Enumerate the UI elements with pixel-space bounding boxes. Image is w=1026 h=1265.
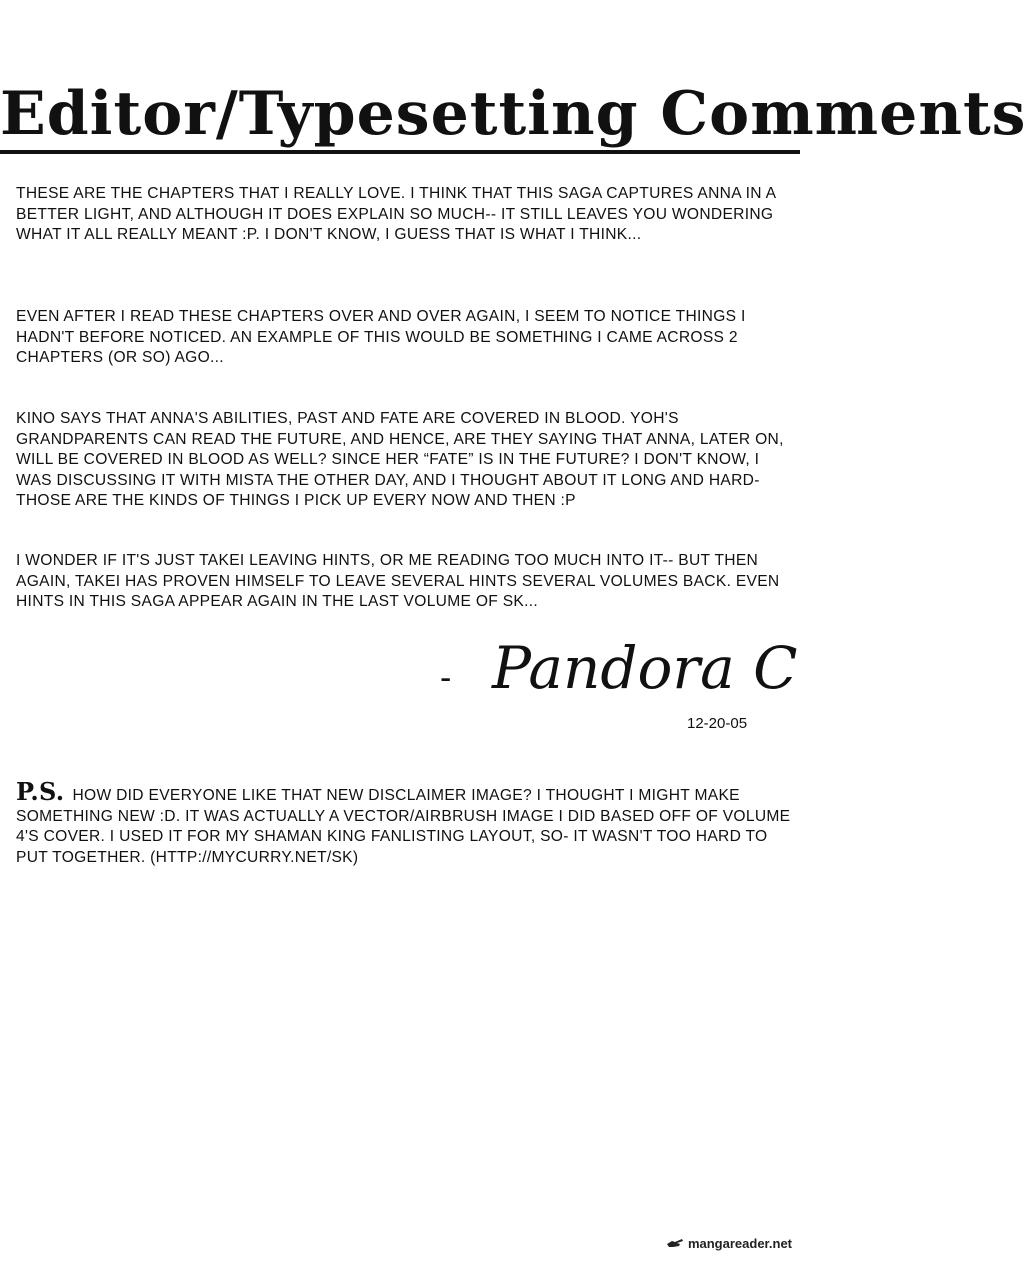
page-title: Editor/Typesetting Comments: [0, 79, 1026, 149]
signature-name: Pandora C: [492, 634, 798, 702]
comment-paragraph-1: THESE ARE THE CHAPTERS THAT I REALLY LOVE. I THINK THAT THIS SAGA CAPTURES ANNA IN A BETTER LIGHT, AND ALTHOUGH IT DOES EXPLAIN SO MUCH-- IT STILL LEAVES YOU WONDERING WHAT IT ALL REALLY MEANT :P. I DON'T KNOW, I GUESS THAT IS WHAT I THINK...: [16, 185, 776, 243]
watermark-text: mangareader.net: [687, 1235, 792, 1251]
comment-paragraph-3: KINO SAYS THAT ANNA'S ABILITIES, PAST AND FATE ARE COVERED IN BLOOD. YOH'S GRANDPARENTS CAN READ THE FUTURE, AND HENCE, ARE THEY SAYING THAT ANNA, LATER ON, WILL BE COVERED IN BLOOD AS WELL? SINCE HER “FATE” IS IN THE FUTURE? I DON'T KNOW, I WAS DISCUSSING IT WITH MISTA THE OTHER DAY, AND I THOUGHT ABOUT IT LONG AND HARD- THOSE ARE THE KINDS OF THINGS I PICK UP EVERY NOW AND THEN :P: [16, 410, 784, 509]
postscript: [16, 777, 794, 868]
hand-pointer-icon: [666, 1237, 684, 1249]
title-underline: [0, 150, 800, 154]
postscript-text: HOW DID EVERYONE LIKE THAT NEW DISCLAIMER IMAGE? I THOUGHT I MIGHT MAKE SOMETHING NEW :D. IT WAS ACTUALLY A VECTOR/AIRBRUSH IMAGE I DID BASED OFF OF VOLUME 4'S COVER. I USED IT FOR MY SHAMAN KING FANLISTING LAYOUT, SO- IT WASN'T TOO HARD TO PUT TOGETHER. (HTTP://MYCURRY.NET/SK): [16, 787, 791, 866]
comment-paragraph-4: I WONDER IF IT'S JUST TAKEI LEAVING HINTS, OR ME READING TOO MUCH INTO IT-- BUT THEN AGAIN, TAKEI HAS PROVEN HIMSELF TO LEAVE SEVERAL HINTS SEVERAL VOLUMES BACK. EVEN HINTS IN THIS SAGA APPEAR AGAIN IN THE LAST VOLUME OF SK...: [16, 552, 780, 610]
signature-dash: -: [440, 659, 452, 697]
watermark: [666, 1233, 792, 1253]
postscript-label: P.S.: [16, 777, 65, 806]
signature-date: 12-20-05: [687, 715, 748, 732]
comment-paragraph-2: EVEN AFTER I READ THESE CHAPTERS OVER AND OVER AGAIN, I SEEM TO NOTICE THINGS I HADN'T BEFORE NOTICED. AN EXAMPLE OF THIS WOULD BE SOMETHING I CAME ACROSS 2 CHAPTERS (OR SO) AGO...: [16, 308, 746, 366]
